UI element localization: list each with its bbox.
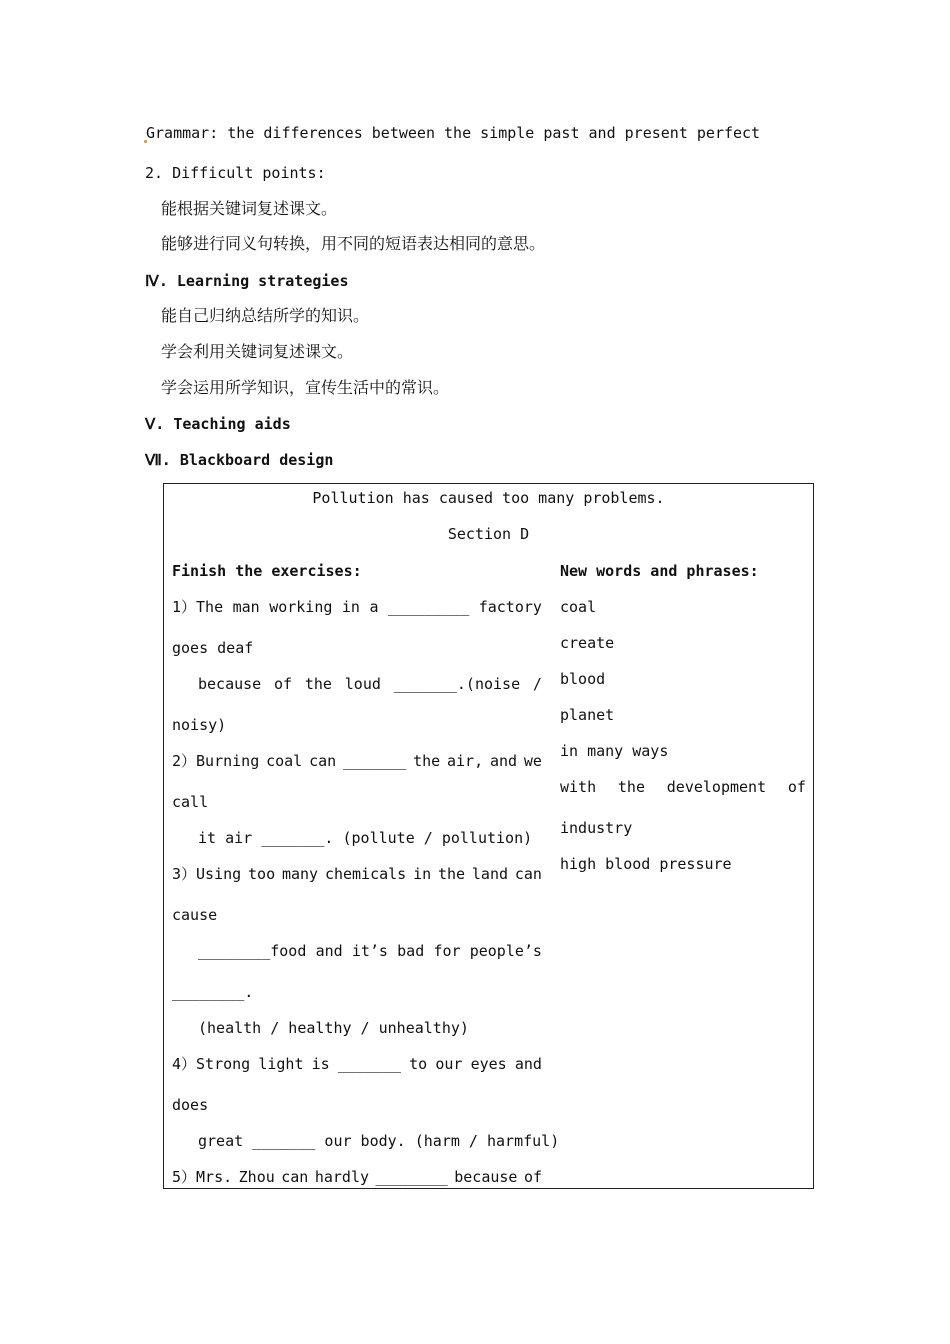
exercise-4-line-1: 4）Strong light is _______ to our eyes and	[172, 1055, 542, 1073]
exercise-3-line-2: cause	[172, 906, 218, 924]
word-industry: industry	[560, 819, 633, 837]
blackboard-table	[163, 483, 814, 1189]
strategy-item-3: 学会运用所学知识，宣传生活中的常识。	[161, 378, 450, 397]
board-title: Pollution has caused too many problems.	[312, 489, 665, 507]
exercise-1-line-4: noisy)	[172, 716, 227, 734]
teaching-aids-title: Ⅴ. Teaching aids	[145, 415, 291, 433]
exercise-2-line-2: call	[172, 793, 209, 811]
blackboard-design-title: Ⅶ. Blackboard design	[145, 451, 334, 469]
exercise-1-line-2: goes deaf	[172, 639, 254, 657]
difficult-item-1: 能根据关键词复述课文。	[161, 199, 338, 218]
word-planet: planet	[560, 706, 615, 724]
exercise-3-line-4: ________.	[172, 983, 254, 1001]
strategy-item-1: 能自己归纳总结所学的知识。	[161, 306, 370, 325]
grammar-line: Grammar: the differences between the simple past and present perfect	[146, 124, 761, 142]
exercise-5-line-1: 5）Mrs. Zhou can hardly ________ because of	[172, 1168, 542, 1186]
word-create: create	[560, 634, 615, 652]
exercise-3-line-1: 3）Using too many chemicals in the land can	[172, 865, 542, 883]
phrase-development: with the development of	[560, 778, 806, 796]
exercise-2-line-1: 2）Burning coal can _______ the air, and we	[172, 752, 542, 770]
strategy-item-2: 学会利用关键词复述课文。	[161, 342, 354, 361]
phrase-in-many-ways: in many ways	[560, 742, 669, 760]
exercises-heading: Finish the exercises:	[172, 562, 362, 580]
learning-strategies-title: Ⅳ. Learning strategies	[145, 272, 349, 290]
word-blood: blood	[560, 670, 606, 688]
word-coal: coal	[560, 598, 597, 616]
exercise-4-line-3: great _______ our body. (harm / harmful)	[198, 1132, 560, 1150]
exercise-1-line-1: 1）The man working in a _________ factory	[172, 598, 542, 616]
phrase-high-blood-pressure: high blood pressure	[560, 855, 732, 873]
difficult-item-2: 能够进行同义句转换，用不同的短语表达相同的意思。	[161, 234, 546, 253]
exercise-1-line-3: because of the loud _______.(noise /	[198, 675, 542, 693]
board-section: Section D	[447, 525, 530, 543]
exercise-3-line-3: ________food and it’s bad for people’s	[198, 942, 542, 960]
exercise-2-line-3: it air _______. (pollute / pollution)	[198, 829, 533, 847]
exercise-4-line-2: does	[172, 1096, 209, 1114]
exercise-3-line-5: (health / healthy / unhealthy)	[198, 1019, 469, 1037]
difficult-points-title: 2. Difficult points:	[145, 164, 326, 182]
words-heading: New words and phrases:	[560, 562, 759, 580]
